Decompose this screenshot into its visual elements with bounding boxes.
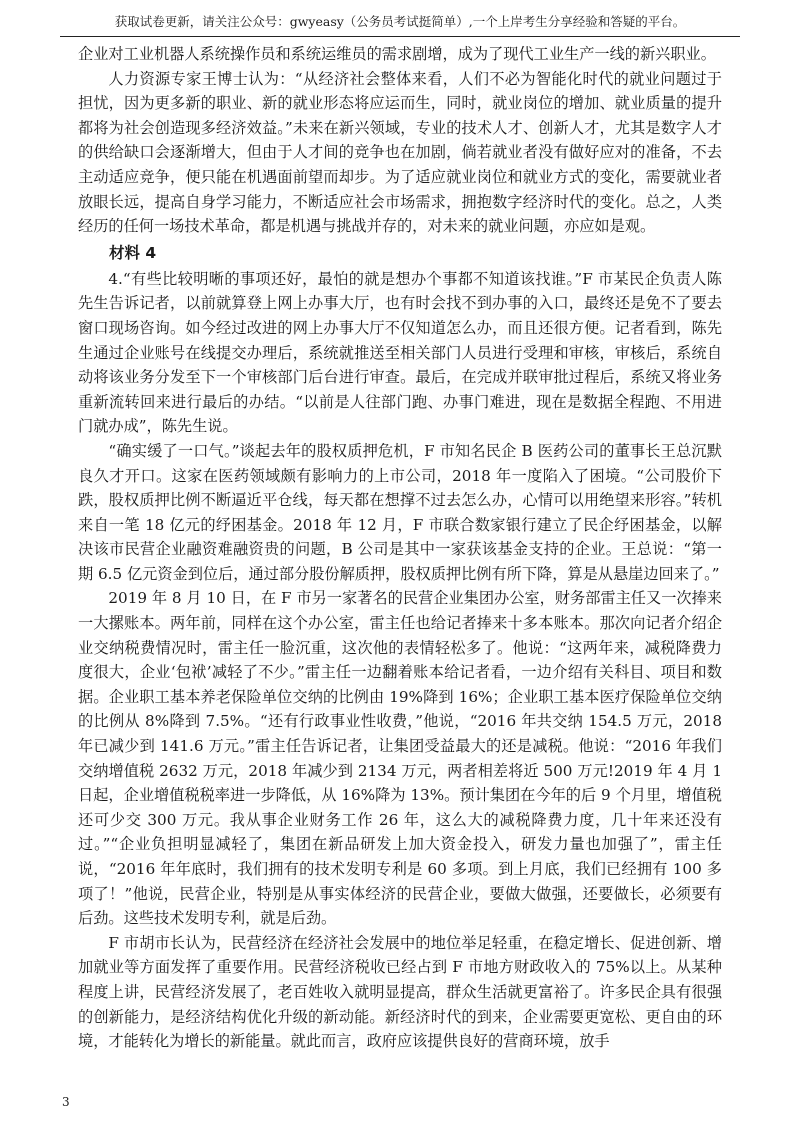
header-rule	[60, 36, 740, 37]
paragraph-online-hall: 4.“有些比较明晰的事项还好，最怕的就是想办个事都不知道该找谁。”F 市某民企负责人陈先生告诉记者，以前就算登上网上办事大厅，也有时会找不到办事的入口，最终还是免不了要去窗口现场咨询。如今经过改进的网上办事大厅不仅知道怎么办，而且还很方便。记者看到，陈先生通过企业账号在线提交办理后，系统就推送至相关部门人员进行受理和审核，审核后，系统自动将该业务分发至下一个审核部门后台进行审查。最后，在完成并联审批过程后，系统又将业务重新流转回来进行最后的办结。“以前是人往部门跑、办事门难进，现在是数据全程跑、不用进门就办成”，陈先生说。	[78, 269, 722, 436]
page-header: 获取试卷更新，请关注公众号：gwyeasy（公务员考试挺简单）,一个上岸考生分享经验和答疑的平台。	[114, 14, 686, 29]
paragraph-relief-fund: “确实缓了一口气。”谈起去年的股权质押危机，F 市知名民企 B 医药公司的董事长王总沉默良久才开口。这家在医药领域颇有影响力的上市公司，2018 年一度陷入了困境。“公司股价下跌，股权质押比例不断逼近平仓线，每天都在想撑不过去怎么办，心情可以用绝望来形容。”转机来自一笔 18 亿元的纾困基金。2018 年 12 月，F 市联合数家银行建立了民企纾困基金，以解决该市民营企业融资难融资贵的问题，B 公司是其中一家获该基金支持的企业。王总说：“第一期 6.5 亿元资金到位后，通过部分股份解质押，股权质押比例有所下降，算是从悬崖边回来了。”	[78, 441, 722, 583]
section-title: 材料 4	[109, 243, 157, 262]
paragraph-mayor-view: F 市胡市长认为，民营经济在经济社会发展中的地位举足轻重，在稳定增长、促进创新、增加就业等方面发挥了重要作用。民营经济税收已经占到 F 市地方财政收入的 75%以上。从某种程度上讲，民营经济发展了，老百姓收入就明显提高，群众生活就更富裕了。许多民企具有很强的创新能力，是经济结构优化升级的新动能。新经济时代的到来，企业需要更宽松、更自由的环境，才能转化为增长的新能量。就此而言，政府应该提供良好的营商环境，放手	[78, 933, 722, 1051]
paragraph-tax-reduction: 2019 年 8 月 10 日，在 F 市另一家著名的民营企业集团办公室，财务部雷主任又一次捧来一大摞账本。两年前，同样在这个办公室，雷主任也给记者捧来十多本账本。那次向记者介绍企业交纳税费情况时，雷主任一脸沉重，这次他的表情轻松多了。他说：“这两年来，减税降费力度很大，企业‘包袱’减轻了不少。”雷主任一边翻着账本给记者看，一边介绍有关科目、项目和数据。企业职工基本养老保险单位交纳的比例由 19%降到 16%；企业职工基本医疗保险单位交纳的比例从 8%降到 7.5%。“还有行政事业性收费，”他说，“2016 年共交纳 154.5 万元，2018 年已减少到 141.6 万元。”雷主任告诉记者，让集团受益最大的还是减税。他说：“2016 年我们交纳增值税 2632 万元，2018 年减少到 2134 万元，两者相差将近 500 万元!2019 年 4 月 1 日起，企业增值税税率进一步降低，从 16%降为 13%。预计集团在今年的后 9 个月里，增值税还可少交 300 万元。我从事企业财务工作 26 年，这么大的减税降费力度，几十年来还没有过。”“企业负担明显减轻了，集团在新品研发上加大资金投入，研发力量也加强了”，雷主任说，“2016 年年底时，我们拥有的技术发明专利是 60 多项。到上月底，我们已经拥有 100 多项了！”他说，民营企业，特别是从事实体经济的民营企业，要做大做强，还要做长，必须要有后劲。这些技术发明专利，就是后劲。	[78, 589, 722, 928]
paragraph-expert-opinion: 人力资源专家王博士认为：“从经济社会整体来看，人们不必为智能化时代的就业问题过于担忧，因为更多新的职业、新的就业形态将应运而生，同时，就业岗位的增加、就业质量的提升都将为社会创造现多经济效益。”未来在新兴领域，专业的技术人才、创新人才，尤其是数字人才的供给缺口会逐渐增大，但由于人才间的竞争也在加剧，倘若就业者没有做好应对的准备，不去主动适应竞争，便只能在机遇面前望而却步。为了适应就业岗位和就业方式的变化，需要就业者放眼长远，提高自身学习能力，不断适应社会市场需求，拥抱数字经济时代的变化。总之，人类经历的任何一场技术革命，都是机遇与挑战并存的，对未来的就业问题，亦应如是观。	[78, 69, 722, 236]
document-body	[78, 42, 722, 1082]
paragraph-continued: 企业对工业机器人系统操作员和系统运维员的需求剧增，成为了现代工业生产一线的新兴职业。	[78, 45, 716, 63]
page-number: 3	[62, 1095, 70, 1109]
